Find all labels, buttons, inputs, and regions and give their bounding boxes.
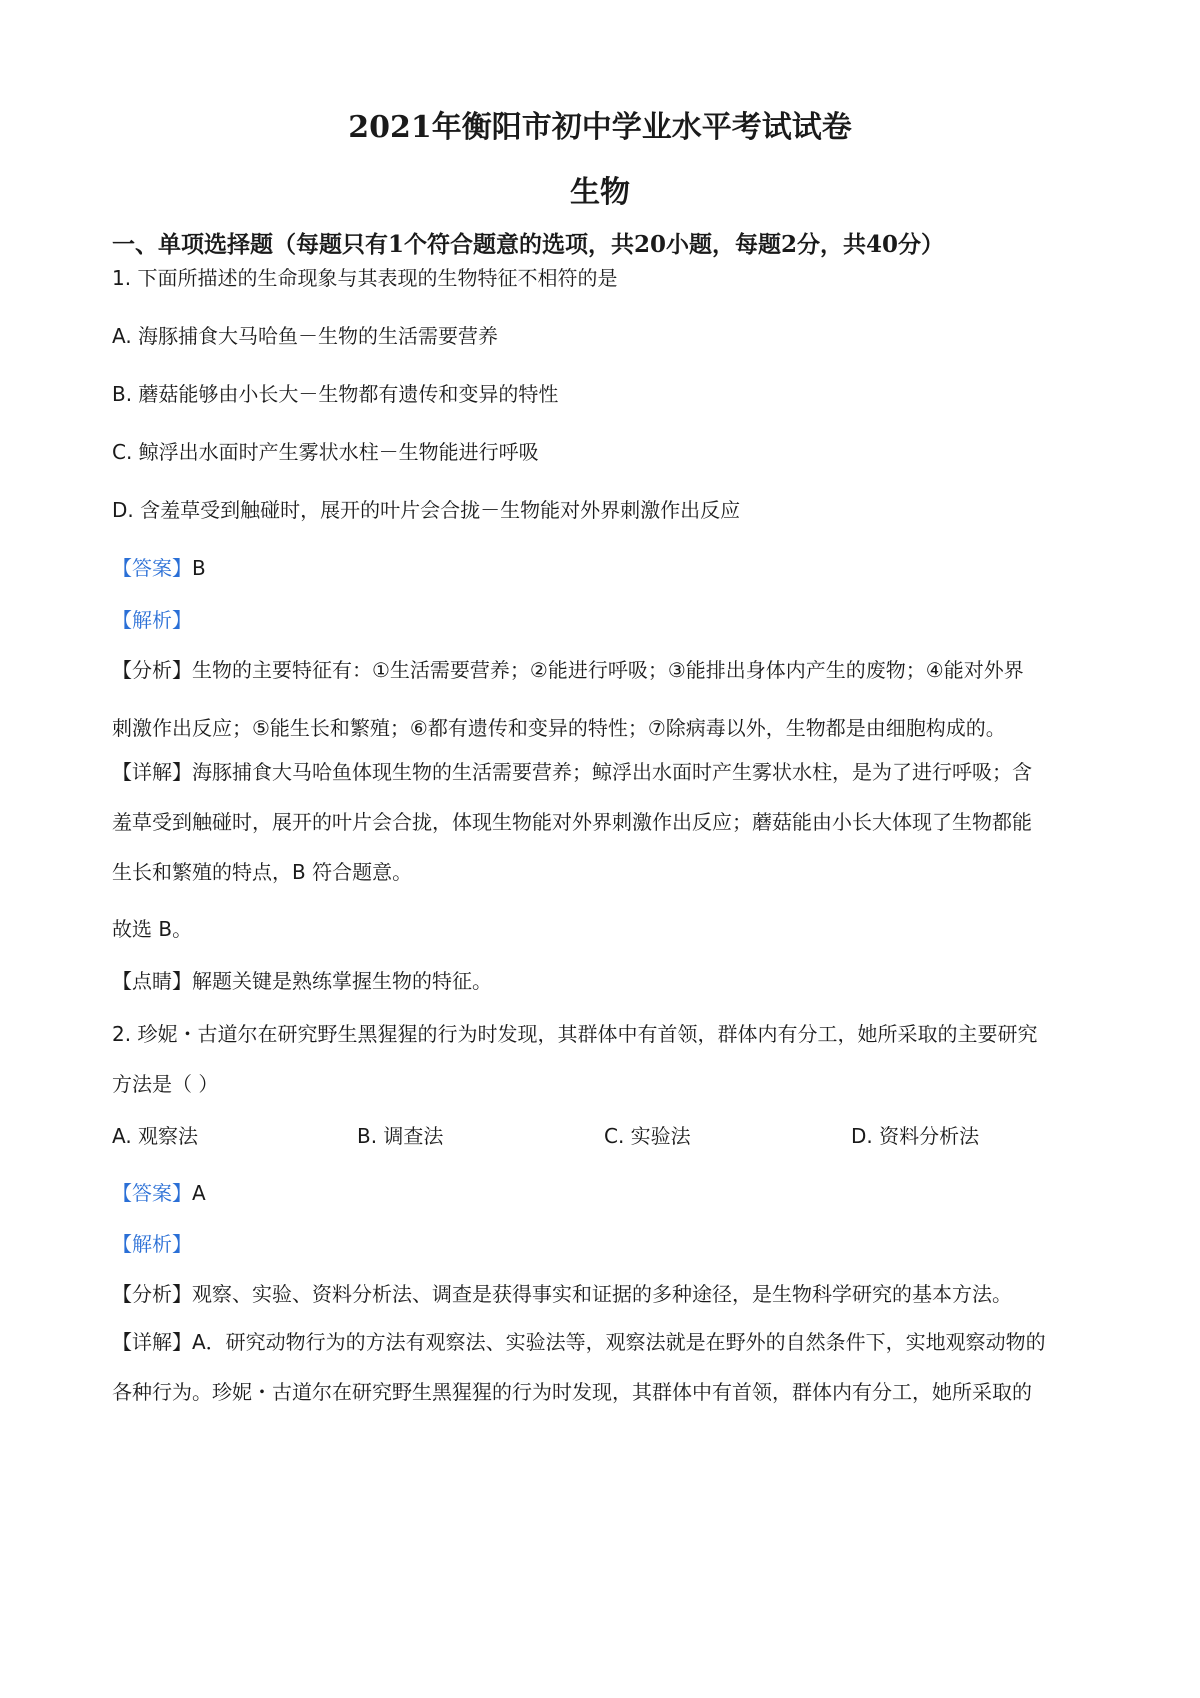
q1-conclusion: 故选 B。 xyxy=(112,917,193,941)
q2-detail-line: 【详解】A．研究动物行为的方法有观察法、实验法等，观察法就是在野外的自然条件下，实地观察动物的 xyxy=(112,1330,1046,1354)
q1-option-b: B. 蘑菇能够由小长大－生物都有遗传和变异的特性 xyxy=(112,382,559,406)
q1-analysis-line: 刺激作出反应；⑤能生长和繁殖；⑥都有遗传和变异的特性；⑦除病毒以外，生物都是由细胞构成的。 xyxy=(112,716,1006,740)
q2-option-d: D. 资料分析法 xyxy=(851,1124,980,1148)
section-heading: 一、单项选择题（每题只有1个符合题意的选项，共20小题，每题2分，共40分） xyxy=(112,231,945,258)
q2-option-b: B. 调查法 xyxy=(357,1124,444,1148)
q1-jiexi-tag: 【解析】 xyxy=(112,608,192,632)
q2-stem-line: 2. 珍妮・古道尔在研究野生黑猩猩的行为时发现，其群体中有首领，群体内有分工，她所采取的主要研究 xyxy=(112,1022,1038,1046)
q1-analysis-line: 【分析】生物的主要特征有：①生活需要营养；②能进行呼吸；③能排出身体内产生的废物；④能对外界 xyxy=(112,658,1024,682)
q1-option-d: D. 含羞草受到触碰时，展开的叶片会合拢－生物能对外界刺激作出反应 xyxy=(112,498,741,522)
q1-stem: 1. 下面所描述的生命现象与其表现的生物特征不相符的是 xyxy=(112,266,618,290)
q1-detail-line: 生长和繁殖的特点，B 符合题意。 xyxy=(112,860,413,884)
q2-answer-value: A xyxy=(192,1181,206,1205)
q1-detail-line: 【详解】海豚捕食大马哈鱼体现生物的生活需要营养；鲸浮出水面时产生雾状水柱，是为了进行呼吸；含 xyxy=(112,760,1032,784)
q1-answer-tag: 【答案】 xyxy=(112,556,192,580)
q1-comment: 【点睛】解题关键是熟练掌握生物的特征。 xyxy=(112,969,492,993)
q2-option-c: C. 实验法 xyxy=(604,1124,691,1148)
q1-option-c: C. 鲸浮出水面时产生雾状水柱－生物能进行呼吸 xyxy=(112,440,539,464)
q1-detail-line: 羞草受到触碰时，展开的叶片会合拢，体现生物能对外界刺激作出反应；蘑菇能由小长大体现了生物都能 xyxy=(112,810,1032,834)
q1-option-a: A. 海豚捕食大马哈鱼－生物的生活需要营养 xyxy=(112,324,499,348)
subject-title: 生物 xyxy=(570,175,630,210)
q2-stem-line: 方法是（ ） xyxy=(112,1072,219,1096)
q2-analysis: 【分析】观察、实验、资料分析法、调查是获得事实和证据的多种途径，是生物科学研究的基本方法。 xyxy=(112,1282,1012,1306)
q2-jiexi-tag: 【解析】 xyxy=(112,1232,192,1256)
q1-answer-value: B xyxy=(192,556,206,580)
q2-detail-line: 各种行为。珍妮・古道尔在研究野生黑猩猩的行为时发现，其群体中有首领，群体内有分工，她所采取的 xyxy=(112,1380,1032,1404)
q2-answer xyxy=(112,1177,206,1206)
q1-answer xyxy=(112,552,206,581)
q2-option-a: A. 观察法 xyxy=(112,1124,199,1148)
exam-title: 2021年衡阳市初中学业水平考试试卷 xyxy=(348,110,852,145)
q2-answer-tag: 【答案】 xyxy=(112,1181,192,1205)
